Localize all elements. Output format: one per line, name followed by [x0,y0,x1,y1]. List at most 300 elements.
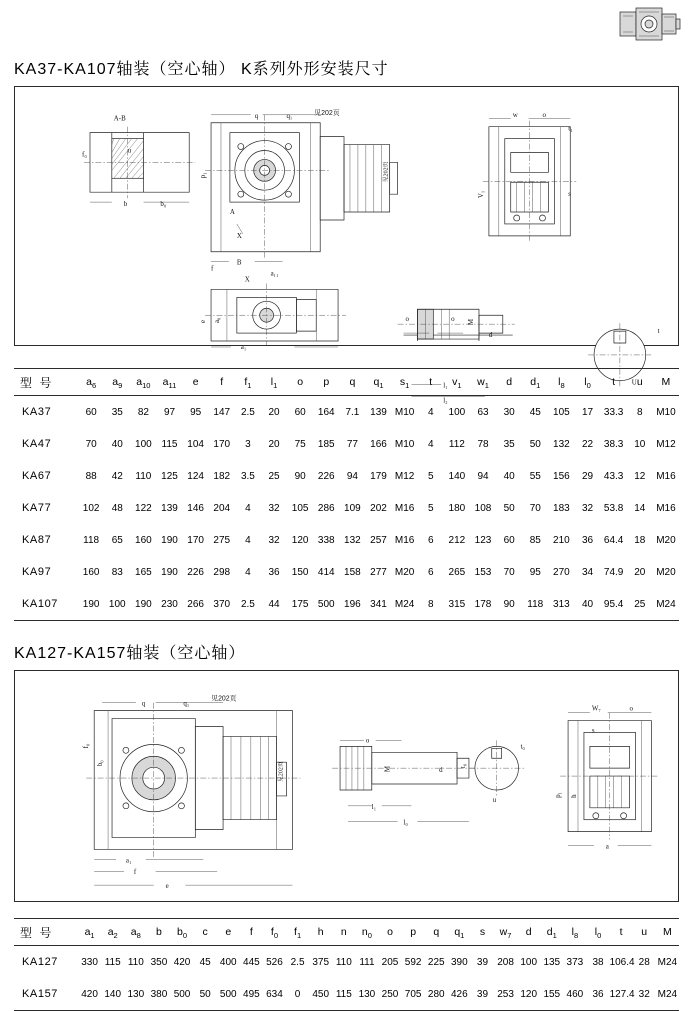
table1-col-l0: $l_0$ [574,369,600,396]
table1-col-model: 型 号 [14,369,78,396]
svg-text:t₁: t₁ [568,124,573,133]
value-cell: 97 [163,406,176,418]
value-cell: 42 [111,470,123,482]
svg-text:X: X [244,275,250,284]
value-cell: 146 [187,502,204,514]
value-cell: 18 [634,534,646,546]
value-cell: 118 [522,588,548,621]
table2-col-t: t [610,919,633,946]
value-cell: 53.8 [603,502,624,514]
value-cell: 270 [553,566,570,578]
table2-col-s: s [471,919,494,946]
svg-text:l₀: l₀ [403,819,408,827]
value-cell: 12 [634,470,646,482]
value-cell: 185 [317,438,335,450]
value-cell: M24 [653,588,679,621]
value-cell: 115 [161,438,178,450]
value-cell: 102 [82,502,100,514]
value-cell: 338 [317,534,335,546]
svg-text:B: B [236,258,242,267]
value-cell: 341 [365,588,391,621]
value-cell: 20 [268,406,280,418]
value-cell: 286 [317,502,335,514]
svg-text:f: f [133,869,137,877]
model-cell: KA97 [22,566,52,578]
table2-col-d1: $d_1$ [540,919,563,946]
svg-text:见202页: 见202页 [314,109,340,117]
value-cell: 100 [448,406,466,418]
model-cell: KA87 [22,534,52,546]
value-cell: 634 [263,978,286,1011]
value-cell: 500 [313,588,339,621]
value-cell: 226 [187,566,204,578]
value-cell: 100 [520,956,538,968]
value-cell: 380 [147,978,170,1011]
value-cell: 170 [213,438,231,450]
value-cell: M10 [656,406,676,418]
table1-col-a9: $a_9$ [104,369,130,396]
value-cell: 7.1 [345,406,360,418]
svg-text:o: o [629,705,634,713]
table2-col-e: e [217,919,240,946]
value-cell: 4 [245,502,251,514]
value-cell: 88 [85,470,97,482]
svg-text:o: o [405,315,410,324]
table2-col-f0: $f_0$ [263,919,286,946]
model-cell: KA47 [22,438,52,450]
svg-text:见202页: 见202页 [211,695,237,703]
value-cell: 36 [268,566,280,578]
table2-col-o: o [378,919,401,946]
value-cell: 63 [477,406,489,418]
table-row [14,588,679,621]
value-cell: 375 [312,956,330,968]
table-row [14,946,679,979]
svg-text:s: s [568,190,571,199]
svg-text:q₁: q₁ [183,700,190,708]
value-cell: 350 [150,956,168,968]
table2-col-p: p [402,919,425,946]
value-cell: M12 [656,438,676,450]
table1-col-f1: $f_1$ [235,369,261,396]
value-cell: 50 [194,978,217,1011]
value-cell: 495 [240,978,263,1011]
value-cell: 257 [370,534,387,546]
svg-text:b: b [123,200,128,209]
value-cell: 124 [187,470,204,482]
value-cell: M20 [656,566,676,578]
table-row [14,556,679,588]
value-cell: 30 [503,406,515,418]
value-cell: 112 [448,438,465,450]
value-cell: 35 [503,438,515,450]
value-cell: M24 [392,588,418,621]
value-cell: M20 [656,534,676,546]
value-cell: 28 [638,956,650,968]
value-cell: 110 [127,956,144,968]
svg-text:A-B: A-B [113,114,126,123]
value-cell: 3.5 [240,470,255,482]
svg-text:a: a [605,843,609,851]
value-cell: 230 [156,588,182,621]
value-cell: 70 [503,566,515,578]
value-cell: 160 [135,534,152,546]
value-cell: 313 [548,588,574,621]
value-cell: 108 [474,502,492,514]
table1-col-t: t [418,369,444,396]
svg-text:U: U [631,378,637,387]
value-cell: M12 [394,470,415,482]
value-cell: 705 [402,978,425,1011]
table1-col-a6: $a_6$ [78,369,104,396]
value-cell: 202 [370,502,387,514]
value-cell: 190 [161,534,178,546]
value-cell: 140 [448,470,466,482]
svg-text:M: M [384,765,392,773]
value-cell: 592 [404,956,422,968]
table2-col-h: h [309,919,332,946]
table2-col-a8: $a_8$ [124,919,147,946]
value-cell: 139 [370,406,387,418]
value-cell: 94 [346,470,358,482]
value-cell: 2.5 [290,956,305,968]
table1-col-f: f [209,369,235,396]
svg-text:u: u [127,146,132,155]
value-cell: 445 [243,956,260,968]
value-cell: 179 [370,470,387,482]
table2-col-l0: $l_0$ [586,919,609,946]
svg-text:b₀: b₀ [160,200,167,209]
value-cell: 164 [317,406,335,418]
value-cell: 147 [213,406,231,418]
table2-col-q1: $q_1$ [448,919,471,946]
value-cell: 180 [448,502,466,514]
value-cell: 266 [183,588,209,621]
value-cell: 4 [245,566,251,578]
value-cell: 36 [586,978,609,1011]
value-cell: 38 [592,956,604,968]
value-cell: 390 [451,956,468,968]
value-cell: 20 [268,438,280,450]
value-cell: 130 [124,978,147,1011]
value-cell: 20 [634,566,646,578]
svg-text:a₁: a₁ [125,857,132,865]
value-cell: 122 [135,502,152,514]
svg-text:见202页: 见202页 [383,161,390,183]
value-cell: 204 [213,502,231,514]
value-cell: 160 [82,566,100,578]
svg-text:f: f [211,264,214,273]
model-cell: KA77 [22,502,52,514]
value-cell: 17 [581,406,594,418]
table-row [14,428,679,460]
value-cell: 526 [266,956,283,968]
table2-col-n0: $n_0$ [355,919,378,946]
value-cell: 106.4 [609,956,635,968]
value-cell: 170 [187,534,204,546]
table2-col-c: c [194,919,217,946]
table1-col-p: p [313,369,339,396]
svg-text:d: d [488,331,493,340]
svg-text:o: o [451,315,455,324]
value-cell: 36 [581,534,594,546]
value-cell: 414 [317,566,335,578]
value-cell: 115 [104,956,121,968]
spec-table-ka37-ka107 [14,368,679,621]
value-cell: 45 [529,406,541,418]
table-row [14,492,679,524]
svg-text:o: o [365,737,370,745]
value-cell: M20 [394,566,415,578]
value-cell: 95 [529,566,541,578]
value-cell: 420 [173,956,191,968]
svg-text:f₀: f₀ [83,743,91,749]
value-cell: 132 [553,438,570,450]
value-cell: 190 [78,588,104,621]
value-cell: 105 [291,502,309,514]
value-cell: 8 [418,588,444,621]
value-cell: 50 [503,502,515,514]
value-cell: 78 [477,438,489,450]
value-cell: 100 [104,588,130,621]
value-cell: 50 [529,438,541,450]
value-cell: 208 [497,956,514,968]
value-cell: 158 [344,566,361,578]
value-cell: 298 [213,566,231,578]
value-cell: 373 [566,956,584,968]
model-cell: KA127 [22,956,59,968]
value-cell: 60 [85,406,97,418]
svg-text:A: A [229,208,235,217]
table1-col-q1: $q_1$ [365,369,391,396]
model-cell: KA67 [22,470,52,482]
value-cell: 190 [130,588,156,621]
svg-text:V₁: V₁ [476,190,485,199]
svg-text:q: q [254,111,259,120]
value-cell: 265 [448,566,466,578]
svg-text:d: d [439,767,443,775]
value-cell: 64.4 [603,534,624,546]
table2-col-w7: $w_7$ [494,919,517,946]
table2-col-f: f [240,919,263,946]
svg-text:t₀: t₀ [459,763,467,769]
value-cell: 38.3 [603,438,624,450]
value-cell: 95.4 [601,588,627,621]
svg-text:b₀: b₀ [97,760,105,767]
svg-text:s: s [591,727,595,735]
value-cell: M10 [394,406,415,418]
table2-header-row [14,919,679,946]
table1-col-d1: $d_1$ [522,369,548,396]
value-cell: 3 [245,438,251,450]
value-cell: 6 [427,534,434,546]
value-cell: 153 [474,566,492,578]
value-cell: 132 [344,534,361,546]
table2-col-d: d [517,919,540,946]
value-cell: 210 [553,534,570,546]
value-cell: 29 [581,470,594,482]
value-cell: 100 [135,438,152,450]
value-cell: 77 [346,438,358,450]
value-cell: 500 [170,978,193,1011]
table1-body [14,396,679,621]
table2-col-f1: $f_1$ [286,919,309,946]
value-cell: 135 [543,956,561,968]
value-cell: 60 [294,406,306,418]
value-cell: 83 [111,566,123,578]
svg-text:q: q [141,700,146,708]
table2-col-a1: $a_1$ [78,919,101,946]
svg-text:l₂: l₂ [443,396,448,405]
table1-col-a11: $a_{11}$ [156,369,182,396]
value-cell: 32 [633,978,656,1011]
value-cell: 105 [553,406,570,418]
value-cell: 123 [474,534,492,546]
value-cell: 120 [517,978,540,1011]
table2-col-u: u [633,919,656,946]
value-cell: 166 [370,438,387,450]
value-cell: 165 [135,566,152,578]
value-cell: 33.3 [603,406,624,418]
model-cell: KA157 [14,978,78,1011]
table1-col-t2: t [601,369,627,396]
table1-col-o: o [287,369,313,396]
value-cell: 94 [477,470,489,482]
value-cell: M16 [656,470,676,482]
value-cell: 111 [359,956,375,968]
value-cell: 10 [634,438,646,450]
table1-col-d: d [496,369,522,396]
value-cell: 212 [448,534,466,546]
value-cell: 25 [627,588,653,621]
value-cell: 156 [553,470,570,482]
value-cell: 6 [427,566,434,578]
value-cell: 109 [344,502,361,514]
value-cell: 4 [245,534,251,546]
value-cell: 370 [209,588,235,621]
value-cell: 4 [427,438,434,450]
value-cell: 75 [294,438,306,450]
table1-col-l8: $l_8$ [548,369,574,396]
value-cell: 90 [294,470,306,482]
value-cell: 139 [161,502,178,514]
table1-col-w1: $w_1$ [470,369,496,396]
value-cell: 82 [137,406,149,418]
value-cell: 330 [81,956,98,968]
value-cell: 426 [448,978,471,1011]
value-cell: 130 [355,978,378,1011]
table-row [14,460,679,492]
value-cell: 5 [427,502,434,514]
spec-table-ka127-ka157 [14,918,679,1011]
table1-col-e: e [183,369,209,396]
value-cell: 250 [378,978,401,1011]
svg-text:t₀: t₀ [520,743,525,751]
svg-text:l₁: l₁ [371,803,377,811]
table2-col-b0: $b_0$ [170,919,193,946]
value-cell: 5 [427,470,434,482]
svg-text:W₇: W₇ [591,705,601,713]
value-cell: 40 [111,438,123,450]
svg-text:f₀: f₀ [82,150,87,159]
table2-col-a2: $a_2$ [101,919,124,946]
table1-col-l1: $l_1$ [261,369,287,396]
value-cell: M16 [394,534,415,546]
value-cell: 60 [503,534,515,546]
technical-drawing-ka127-ka157 [14,670,679,902]
value-cell: 225 [427,956,445,968]
value-cell: 14 [634,502,646,514]
value-cell: M16 [656,502,676,514]
svg-text:h: h [571,794,579,798]
table1-col-a10: $a_{10}$ [130,369,156,396]
value-cell: 127.4 [610,978,633,1011]
value-cell: 43.3 [603,470,624,482]
value-cell: 90 [496,588,522,621]
value-cell: 420 [78,978,101,1011]
value-cell: 115 [332,978,355,1011]
section-title-1: KA37-KA107轴装（空心轴） K系列外形安装尺寸 [14,61,389,78]
svg-text:p₁: p₁ [555,792,563,798]
value-cell: 178 [470,588,496,621]
table1-header-row [14,369,679,396]
value-cell: 45 [199,956,211,968]
value-cell: 39 [471,978,494,1011]
svg-text:e: e [199,320,208,324]
svg-text:e: e [165,883,169,891]
table-row [14,524,679,556]
value-cell: 104 [187,438,204,450]
table1-col-s1: $s_1$ [392,369,418,396]
value-cell: 95 [190,406,202,418]
svg-text:a₈: a₈ [212,317,221,324]
value-cell: M24 [656,978,679,1011]
value-cell: 4 [427,406,434,418]
svg-text:M: M [467,318,476,326]
value-cell: 277 [370,566,387,578]
value-cell: 205 [381,956,399,968]
table-row [14,978,679,1011]
value-cell: M10 [394,438,415,450]
table1-col-m: M [653,369,679,396]
value-cell: 150 [291,566,309,578]
table2-col-n: n [332,919,355,946]
value-cell: 125 [161,470,178,482]
value-cell: 253 [494,978,517,1011]
value-cell: 275 [213,534,231,546]
svg-text:u: u [492,796,497,804]
value-cell: 32 [268,502,280,514]
svg-text:X: X [236,231,242,240]
value-cell: 74.9 [603,566,624,578]
table2-col-m: M [656,919,679,946]
value-cell: 70 [529,502,541,514]
value-cell: 85 [529,534,541,546]
table2-col-b: b [147,919,170,946]
value-cell: 65 [111,534,123,546]
svg-text:l₁: l₁ [443,381,448,390]
svg-text:q₁: q₁ [286,111,293,120]
table2-body [14,946,679,1011]
value-cell: 34 [581,566,594,578]
svg-text:w: w [512,110,518,119]
value-cell: 32 [268,534,280,546]
table2-col-q: q [425,919,448,946]
svg-text:p₁: p₁ [199,172,208,179]
value-cell: 226 [317,470,335,482]
value-cell: 155 [540,978,563,1011]
table1-col-v1: $v_1$ [444,369,470,396]
